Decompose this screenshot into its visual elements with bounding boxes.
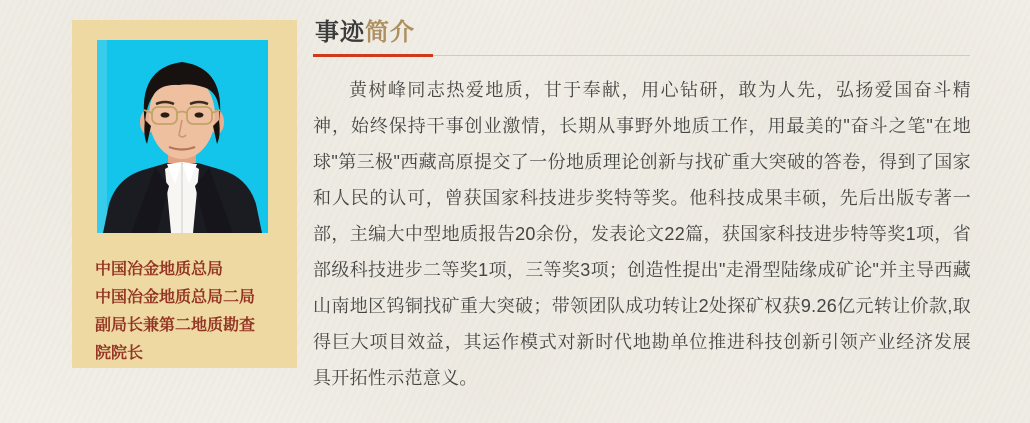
position-line: 副局长兼第二地质勘查院院长: [95, 317, 256, 362]
portrait-illustration: [97, 40, 268, 233]
org-line-2: 中国冶金地质总局二局: [95, 289, 256, 306]
profile-titles: [95, 256, 267, 368]
section-title-secondary: 简介: [365, 19, 415, 46]
bio-section: [313, 18, 973, 396]
section-title: [313, 18, 973, 48]
section-title-primary: 事迹: [315, 19, 365, 46]
profile-card: [72, 20, 297, 368]
title-underline-red: [313, 54, 433, 57]
title-rule-gray: [433, 55, 970, 56]
bio-paragraph: 黄树峰同志热爱地质，甘于奉献，用心钻研，敢为人先，弘扬爱国奋斗精神，始终保持干事创业激情，长期从事野外地质工作，用最美的"奋斗之笔"在地球"第三极"西藏高原提交了一份地质理论创新与找矿重大突破的答卷，得到了国家和人民的认可，曾获国家科技进步奖特等奖。他科技成果丰硕，先后出版专著一部，主编大中型地质报告20余份，发表论文22篇，获国家科技进步特等奖1项，省部级科技进步二等奖1项，三等奖3项；创造性提出"走滑型陆缘成矿论"并主导西藏山南地区钨铜找矿重大突破；带领团队成功转让2处探矿权获9.26亿元转让价款,取得巨大项目效益，其运作模式对新时代地勘单位推进科技创新引领产业经济发展具开拓性示范意义。: [313, 80, 971, 388]
title-rule: [313, 54, 973, 58]
portrait-photo: [97, 40, 268, 233]
org-line-1: 中国冶金地质总局: [95, 261, 224, 278]
